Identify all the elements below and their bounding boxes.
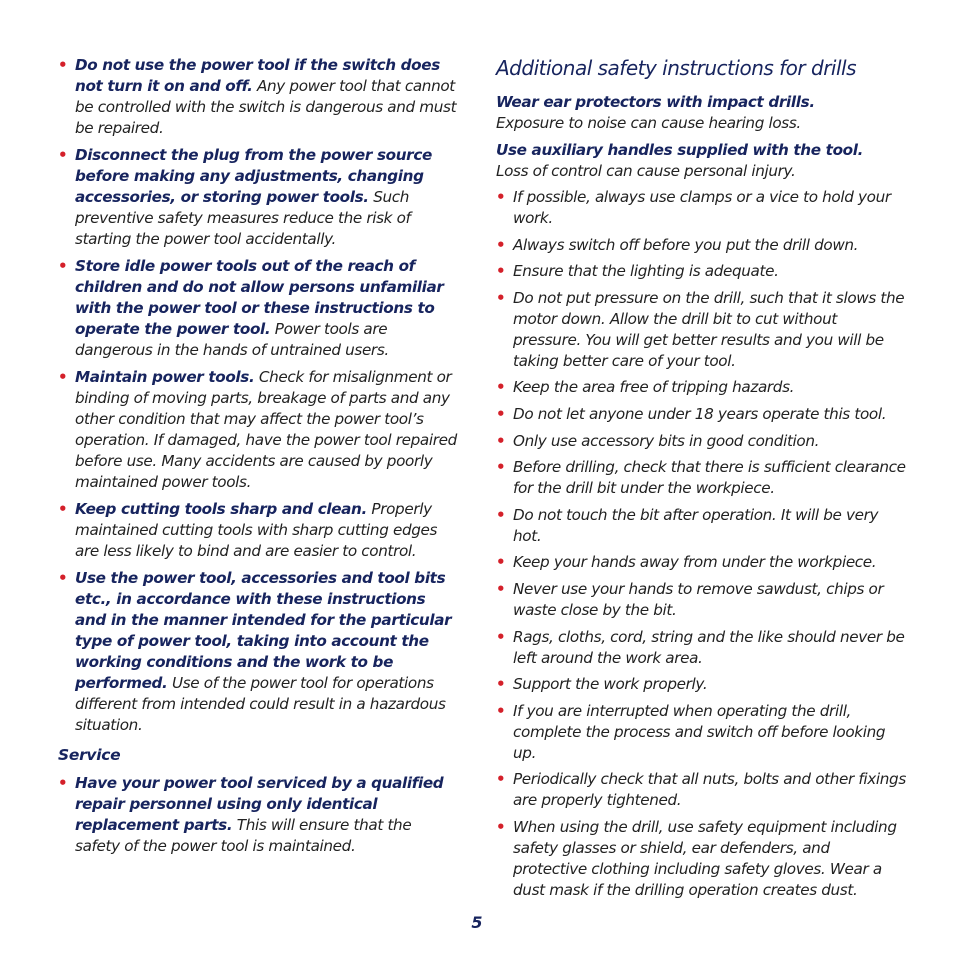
item-text: Properly maintained cutting tools with sharp cutting edges are less likely to bind and are easier to control. (75, 500, 438, 560)
bullet-icon: • (58, 56, 68, 74)
item-text: If you are interrupted when operating the drill, complete the process and switch off before looking up. (513, 701, 886, 762)
item-text: Power tools are dangerous in the hands of untrained users. (75, 320, 389, 359)
right-column (496, 55, 906, 907)
bullet-icon: • (58, 569, 68, 587)
bullet-icon: • (496, 458, 506, 477)
auxiliary-handles-subhead: Use auxiliary handles supplied with the tool. (496, 141, 864, 159)
list-item (496, 404, 906, 425)
bullet-icon: • (496, 378, 506, 397)
item-text: Before drilling, check that there is sufficient clearance for the drill bit under the workpiece. (513, 458, 906, 498)
bullet-icon: • (496, 431, 506, 450)
list-item (496, 431, 906, 452)
bullet-icon: • (496, 404, 506, 423)
bullet-icon: • (496, 188, 506, 206)
list-item (58, 773, 460, 857)
list-item (496, 817, 906, 901)
item-text: Check for misalignment or binding of moving parts, breakage of parts and any other condition that may affect the power tool’s operation. If damaged, have the power tool repaired before use. Many accidents are caused by poorly maintained power tools. (75, 368, 457, 491)
ear-protectors-text: Exposure to noise can cause hearing loss. (496, 114, 801, 132)
list-item (496, 457, 906, 499)
item-text: Such preventive safety measures reduce the risk of starting the power tool accidentally. (75, 188, 411, 248)
list-item (496, 769, 906, 811)
list-item (496, 674, 906, 695)
item-text: Periodically check that all nuts, bolts and other fixings are properly tightened. (513, 770, 906, 810)
bullet-icon: • (496, 701, 506, 720)
item-text: Rags, cloths, cord, string and the like should never be left around the work area. (513, 627, 905, 667)
item-text: This will ensure that the safety of the power tool is maintained. (75, 816, 412, 855)
ear-protectors-subhead: Wear ear protectors with impact drills. (496, 93, 815, 111)
general-safety-list (58, 55, 460, 736)
bullet-icon: • (496, 770, 506, 789)
item-text: Do not touch the bit after operation. It will be very hot. (513, 505, 879, 545)
list-item (496, 377, 906, 398)
list-item (496, 187, 906, 229)
item-bold: Use the power tool, accessories and tool bits etc., in accordance with these instructions and in the manner intended for the particular type of power tool, taking into account the working conditions and the work to be performed. (75, 569, 452, 692)
list-item (496, 288, 906, 372)
list-item (496, 552, 906, 573)
item-text: When using the drill, use safety equipment including safety glasses or shield, ear defenders, and protective clothing including safety gloves. Wear a dust mask if the drilling operation creates dust. (513, 817, 897, 899)
item-text: Do not let anyone under 18 years operate this tool. (513, 404, 887, 423)
list-item (58, 499, 460, 562)
bullet-icon: • (496, 505, 506, 524)
item-text: Never use your hands to remove sawdust, chips or waste close by the bit. (513, 579, 884, 619)
list-item (58, 145, 460, 250)
bullet-icon: • (496, 817, 506, 836)
bullet-icon: • (58, 500, 68, 518)
service-heading: Service (58, 746, 121, 764)
item-text: Ensure that the lighting is adequate. (513, 262, 779, 281)
list-item (58, 367, 460, 493)
list-item (58, 55, 460, 139)
item-text: Only use accessory bits in good condition. (513, 431, 820, 450)
bullet-icon: • (58, 257, 68, 275)
bullet-icon: • (58, 368, 68, 386)
drill-safety-heading: Additional safety instructions for drills (496, 56, 857, 80)
item-text: Support the work properly. (513, 675, 708, 694)
bullet-icon: • (496, 288, 506, 307)
item-bold: Keep cutting tools sharp and clean. (75, 500, 367, 518)
item-text: Do not put pressure on the drill, such that it slows the motor down. Allow the drill bit to cut without pressure. You will get better results and you will be taking better care of your tool. (513, 288, 905, 370)
list-item (496, 627, 906, 669)
auxiliary-handles-text: Loss of control can cause personal injury. (496, 162, 796, 180)
item-bold: Disconnect the plug from the power source before making any adjustments, changing accessories, or storing power tools. (75, 146, 432, 206)
list-item (496, 579, 906, 621)
bullet-icon: • (496, 579, 506, 598)
list-item (496, 261, 906, 282)
left-column (58, 55, 460, 863)
bullet-icon: • (496, 262, 506, 281)
item-text: Any power tool that cannot be controlled with the switch is dangerous and must be repaired. (75, 77, 457, 137)
item-bold: Maintain power tools. (75, 368, 255, 386)
bullet-icon: • (496, 553, 506, 572)
list-item (58, 568, 460, 736)
list-item (58, 256, 460, 361)
item-bold: Have your power tool serviced by a qualified repair personnel using only identical replacement parts. (75, 774, 444, 834)
drill-safety-list (496, 187, 906, 901)
bullet-icon: • (496, 235, 506, 254)
bullet-icon: • (58, 774, 68, 792)
item-text: Use of the power tool for operations different from intended could result in a hazardous situation. (75, 674, 446, 734)
item-bold: Do not use the power tool if the switch does not turn it on and off. (75, 56, 440, 95)
item-bold: Store idle power tools out of the reach of children and do not allow persons unfamiliar with the power tool or these instructions to operate the power tool. (75, 257, 444, 338)
item-text: Keep the area free of tripping hazards. (513, 378, 795, 397)
item-text: If possible, always use clamps or a vice to hold your work. (513, 188, 891, 227)
item-text: Always switch off before you put the drill down. (513, 235, 859, 254)
list-item (496, 701, 906, 764)
page-number: 5 (471, 913, 483, 932)
item-text: Keep your hands away from under the workpiece. (513, 553, 877, 572)
bullet-icon: • (496, 675, 506, 694)
bullet-icon: • (496, 627, 506, 646)
bullet-icon: • (58, 146, 68, 164)
service-list (58, 773, 460, 857)
list-item (496, 235, 906, 256)
list-item (496, 505, 906, 547)
